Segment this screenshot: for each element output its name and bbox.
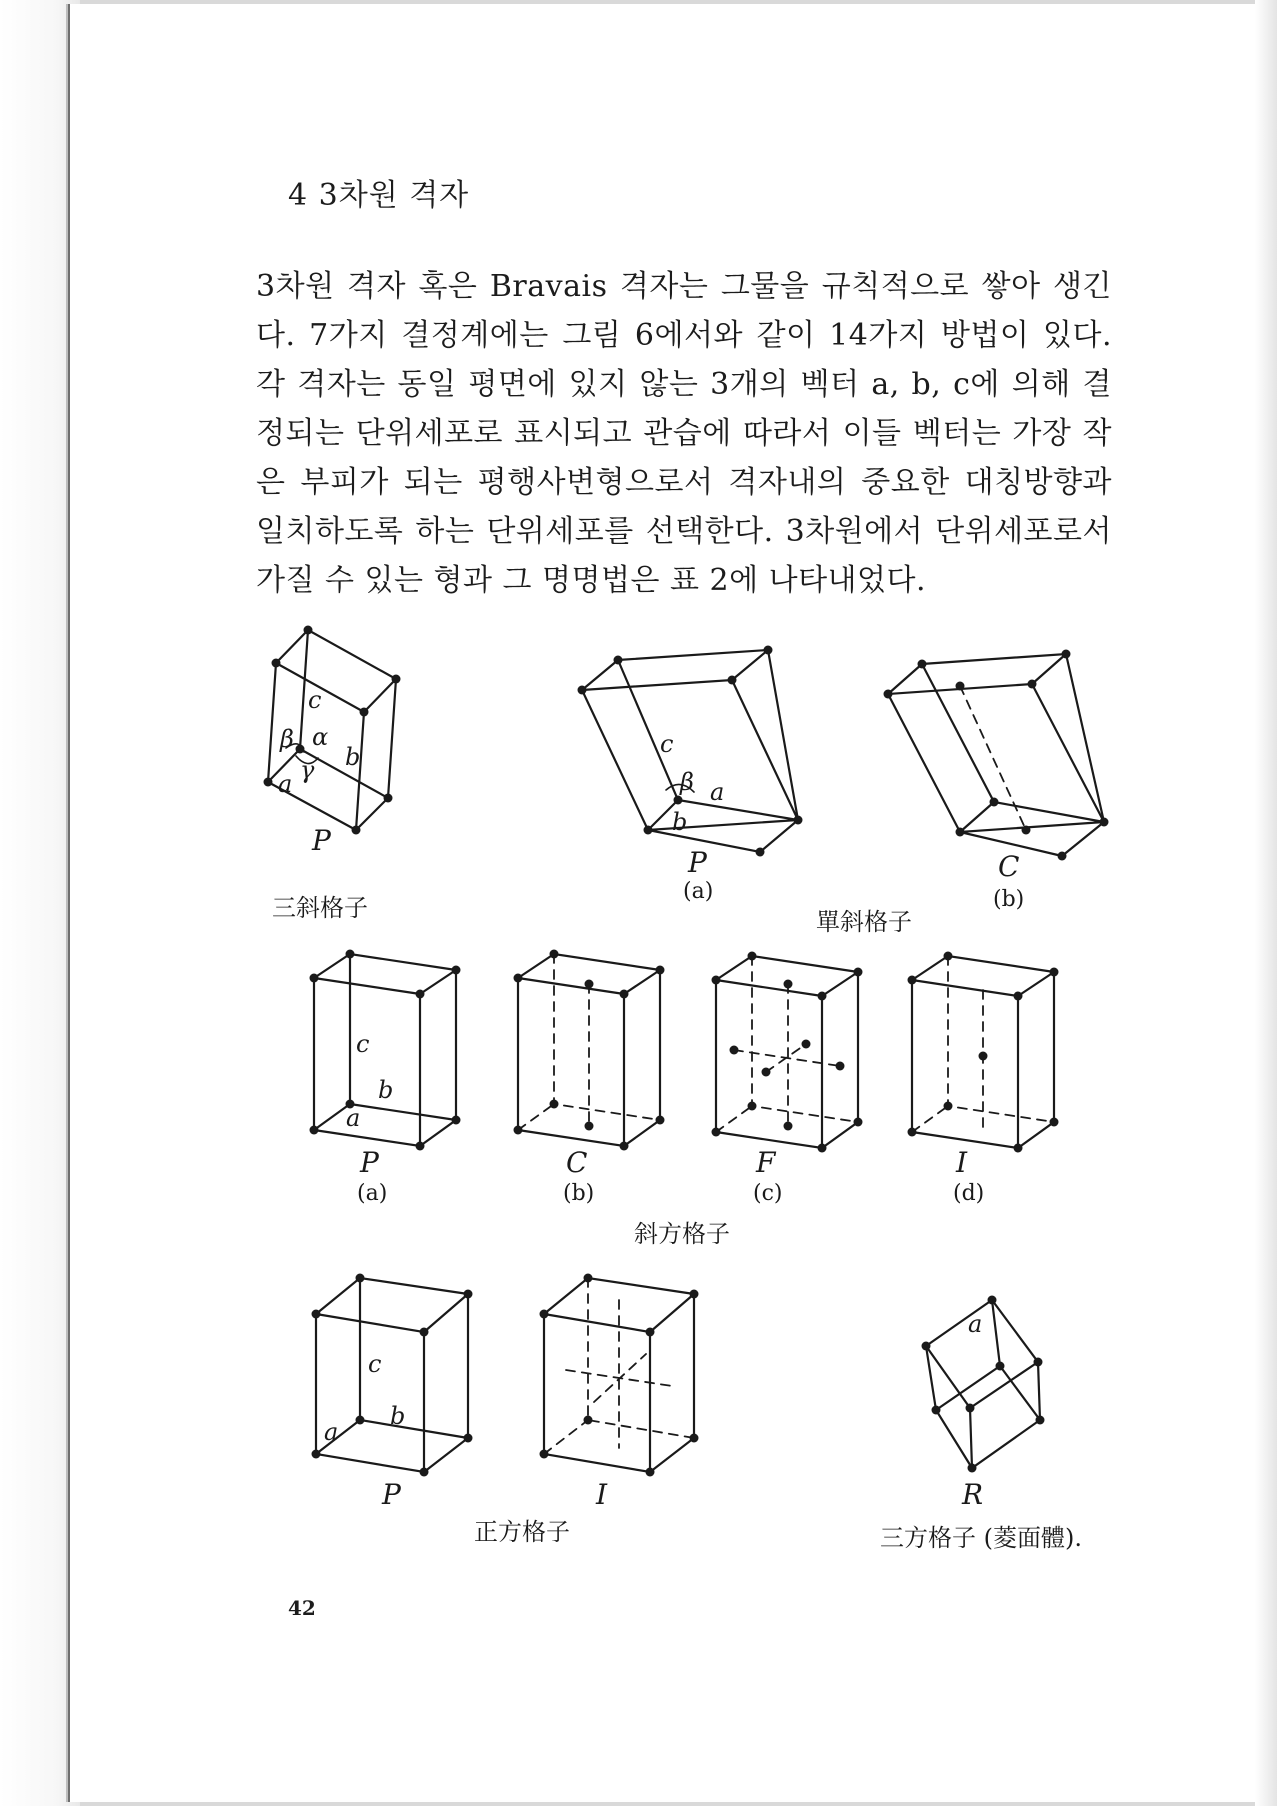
lattice-orthorhombic-c <box>514 950 665 1207</box>
lattice-subcaption: (b) <box>993 887 1025 912</box>
body-paragraph: 3차원 격자 혹은 Bravais 격자는 그물을 규칙적으로 쌓아 생긴다. 7가지 결정계에는 그림 6에서와 같이 14가지 방법이 있다. 각 격자는 동일 평면에 있지 않는 3개의 벡터 a, b, c에 의해 결정되는 단위세포로 표시되고 관습에 따라서 이들 벡터는 가장 작은 부피가 되는 평행사변형으로서 격자내의 중요한 대칭방향과 일치하도록 하는 단위세포를 선택한다. 3차원에서 단위세포로서 가질 수 있는 형과 그 명명법은 표 2에 나타내었다. <box>256 269 1112 598</box>
axis-label-c: c <box>368 1350 382 1378</box>
lattice-orthorhombic-p <box>310 950 461 1207</box>
lattice-monoclinic-p <box>578 646 803 905</box>
section-heading: 4 3차원 격자 <box>288 178 470 213</box>
lattice-monoclinic-c <box>884 650 1109 913</box>
axis-label-b: b <box>378 1076 394 1104</box>
axis-label-b: b <box>345 743 361 771</box>
lattice-symbol: I <box>596 1478 608 1511</box>
lattice-symbol: P <box>382 1478 401 1511</box>
axis-label-c: c <box>356 1030 370 1058</box>
axis-label-c: c <box>308 686 322 714</box>
lattice-symbol: P <box>360 1146 379 1179</box>
lattice-orthorhombic-f <box>712 952 863 1207</box>
lattice-symbol: C <box>566 1146 588 1179</box>
group-label-tetragonal: 正方格子 <box>474 1518 570 1546</box>
axis-label-a: a <box>710 778 725 806</box>
lattice-symbol: R <box>962 1478 984 1511</box>
lattice-subcaption: (b) <box>563 1181 595 1206</box>
group-label-orthorhombic: 斜方格子 <box>634 1220 730 1248</box>
axis-label-a: a <box>346 1104 361 1132</box>
lattice-tetragonal-i <box>540 1274 699 1512</box>
lattice-symbol: F <box>756 1146 776 1179</box>
lattice-symbol: I <box>956 1146 968 1179</box>
group-label-monoclinic: 單斜格子 <box>816 908 912 936</box>
lattice-subcaption: (d) <box>953 1181 985 1206</box>
lattice-orthorhombic-i <box>908 952 1059 1207</box>
axis-label-b: b <box>390 1402 406 1430</box>
axis-label-a: a <box>324 1418 339 1446</box>
axis-label-a: a <box>278 770 293 798</box>
lattice-symbol: P <box>312 824 331 857</box>
lattice-triclinic-p <box>264 626 401 858</box>
axis-label-b: b <box>672 808 688 836</box>
angle-label-gamma: γ <box>300 756 315 784</box>
axis-label-a: a <box>968 1310 983 1338</box>
angle-label-beta: β <box>280 725 294 753</box>
group-label-triclinic: 三斜格子 <box>272 894 368 922</box>
group-label-trigonal: 三方格子 (菱面體). <box>880 1524 1082 1552</box>
lattice-trigonal-r <box>922 1296 1045 1512</box>
lattice-tetragonal-p <box>312 1274 473 1512</box>
page-number: 42 <box>288 1596 316 1620</box>
lattice-subcaption: (c) <box>753 1181 783 1206</box>
axis-label-c: c <box>660 730 674 758</box>
lattice-symbol: P <box>688 846 707 879</box>
angle-label-beta: β <box>680 768 694 796</box>
angle-label-alpha: α <box>312 723 329 751</box>
lattice-subcaption: (a) <box>357 1181 388 1206</box>
lattice-subcaption: (a) <box>683 879 714 904</box>
lattice-symbol: C <box>998 850 1020 883</box>
